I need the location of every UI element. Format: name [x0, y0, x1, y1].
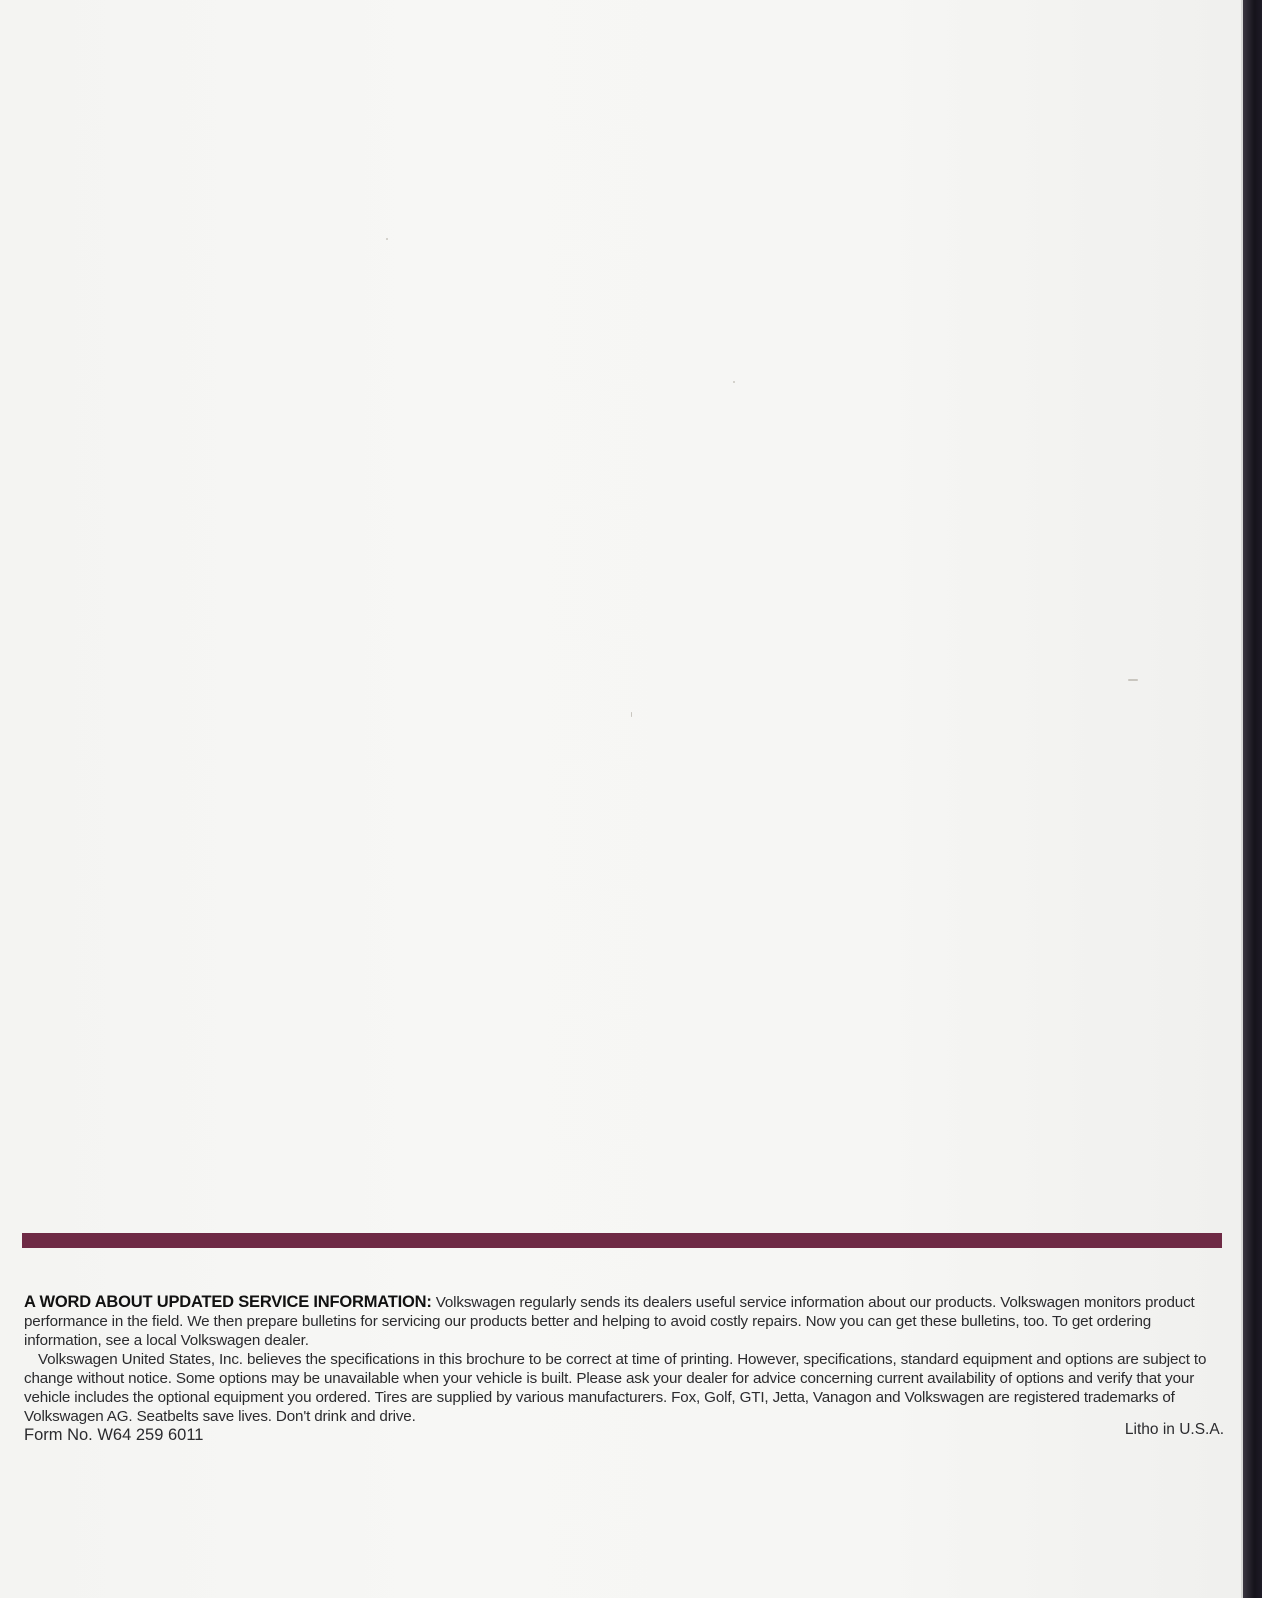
- service-notice: [24, 1293, 1224, 1445]
- footer-row: [24, 1421, 1224, 1445]
- divider-rule: [22, 1233, 1222, 1248]
- notice-heading: A WORD ABOUT UPDATED SERVICE INFORMATION:: [24, 1293, 432, 1311]
- paper-speck: [386, 238, 388, 240]
- paper-speck: [631, 712, 632, 717]
- paper-speck: [733, 381, 735, 383]
- binding-edge: [1243, 0, 1262, 1598]
- form-number: Form No. W64 259 6011: [24, 1426, 204, 1444]
- service-info-paragraph: [24, 1293, 1224, 1350]
- notice-intro: Volkswagen regularly sends its dealers useful service information about our products. Volkswagen monitors product performance in the field. We then prepare bulletins for servicing our products better and helping to avoid costly repairs. Now you can get these bulletins, too. To get ordering information, see a local Volkswagen dealer.: [24, 1294, 1195, 1349]
- disclaimer-paragraph: Volkswagen United States, Inc. believes the specifications in this brochure to be correct at time of printing. However, specifications, standard equipment and options are subject to change without notice. Some options may be unavailable when your vehicle is built. Please ask your dealer for advice concerning current availability of options and verify that your vehicle includes the optional equipment you ordered. Tires are supplied by various manufacturers. Fox, Golf, GTI, Jetta, Vanagon and Volkswagen are registered trademarks of Volkswagen AG. Seatbelts save lives. Don't drink and drive.: [24, 1351, 1207, 1425]
- paper-speck: [1128, 679, 1138, 681]
- litho-note: Litho in U.S.A.: [1124, 1421, 1224, 1438]
